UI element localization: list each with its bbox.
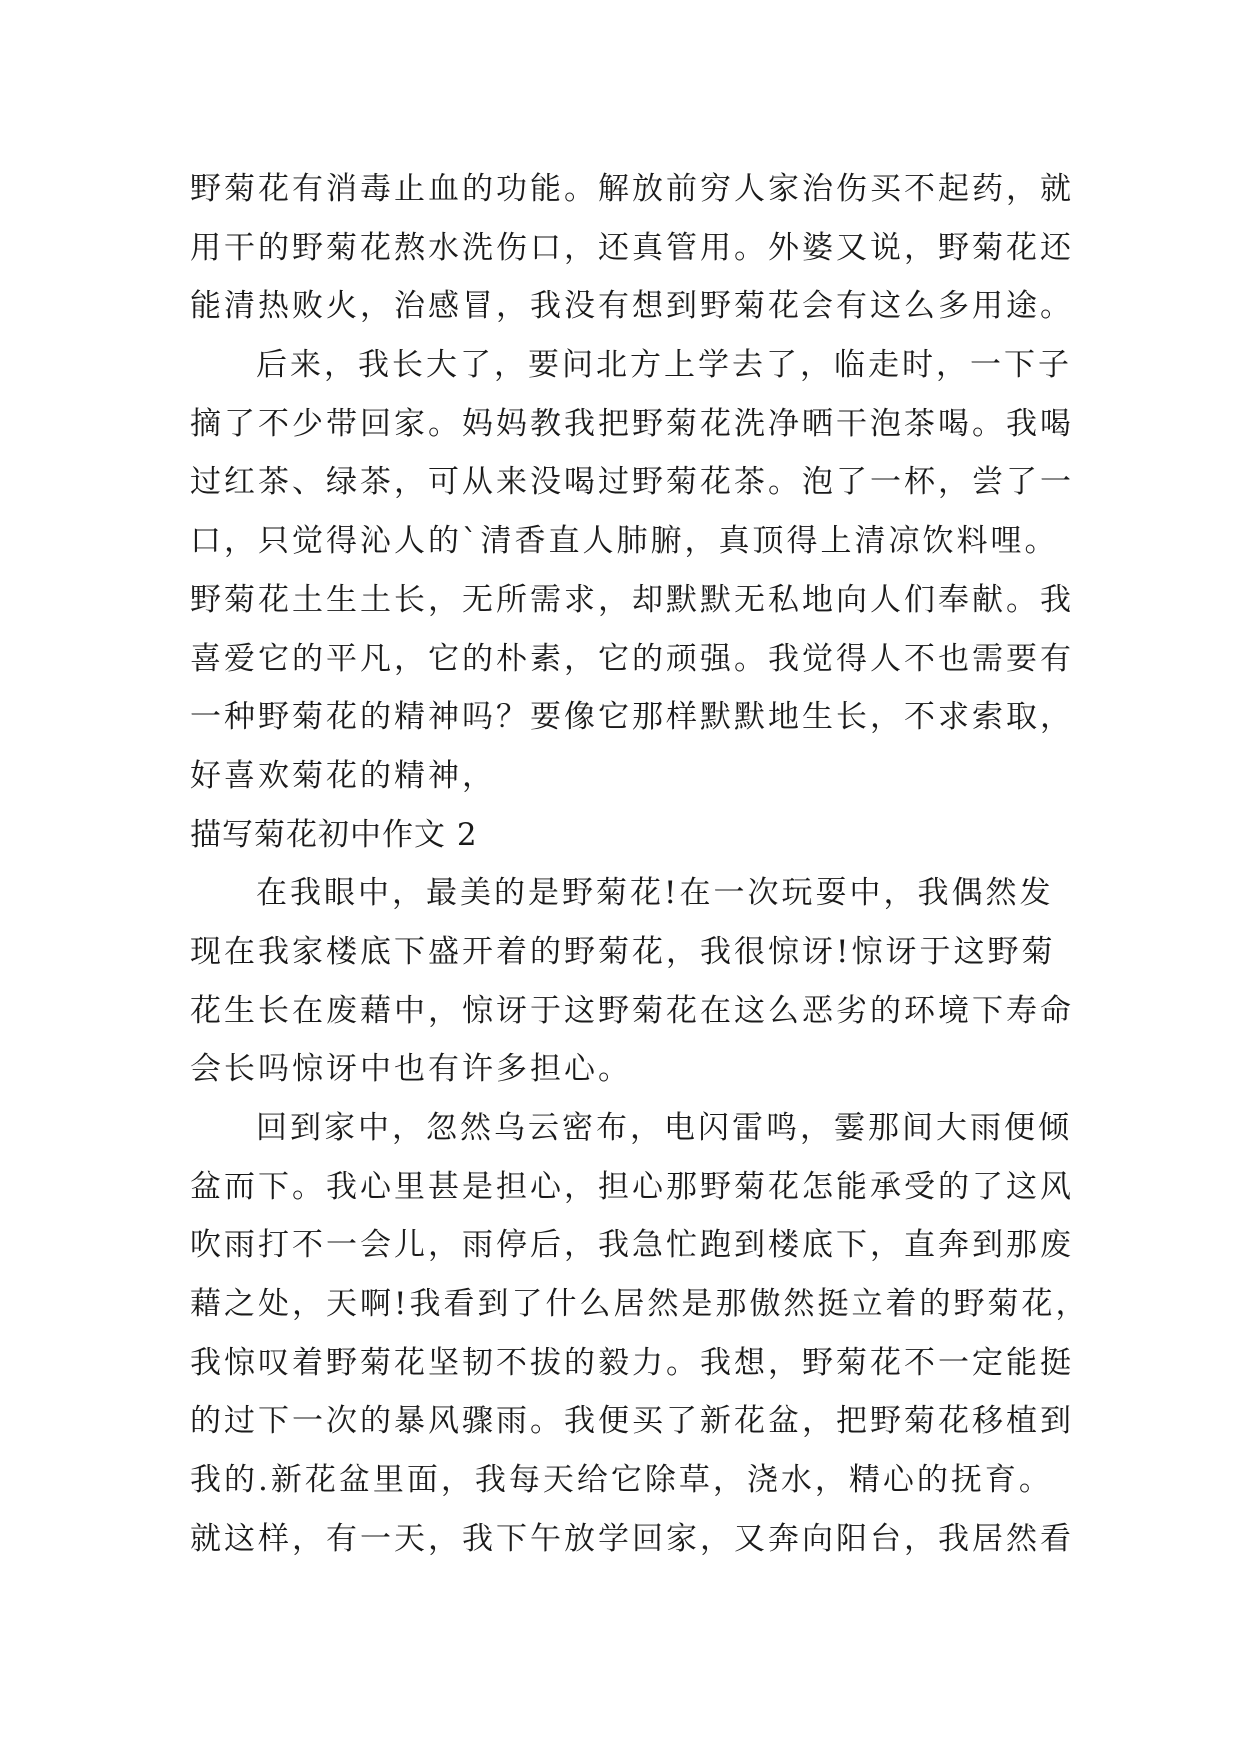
text-line: 就这样，有一天，我下午放学回家，又奔向阳台，我居然看 xyxy=(190,1520,1074,1557)
text-line: 回到家中，忽然乌云密布，电闪雷鸣，霎那间大雨便倾 xyxy=(256,1110,1072,1146)
text-line: 口，只觉得沁人的`清香直人肺腑，真顶得上清凉饮料哩。 xyxy=(190,523,1059,560)
text-line: 能清热败火，治感冒，我没有想到野菊花会有这么多用途。 xyxy=(190,288,1074,325)
text-line: 我惊叹着野菊花坚韧不拔的毅力。我想，野菊花不一定能挺 xyxy=(190,1344,1074,1381)
text-line: 好喜欢菊花的精神， xyxy=(190,757,496,794)
text-line: 野菊花土生土长，无所需求，却默默无私地向人们奉献。我 xyxy=(190,581,1074,618)
text-line: 会长吗惊讶中也有许多担心。 xyxy=(190,1051,632,1088)
text-line: 喜爱它的平凡，它的朴素，它的顽强。我觉得人不也需要有 xyxy=(190,640,1074,677)
text-line: 的过下一次的暴风骤雨。我便买了新花盆，把野菊花移植到 xyxy=(190,1403,1074,1440)
text-line: 花生长在废藉中，惊讶于这野菊花在这么恶劣的环境下寿命 xyxy=(190,992,1074,1029)
text-line: 过红茶、绿茶，可从来没喝过野菊花茶。泡了一杯，尝了一 xyxy=(190,464,1074,501)
text-line: 后来，我长大了，要问北方上学去了，临走时，一下子 xyxy=(256,347,1072,384)
section-heading: 描写菊花初中作文 2 xyxy=(190,816,478,853)
text-line: 野菊花有消毒止血的功能。解放前穷人家治伤买不起药，就 xyxy=(190,171,1074,207)
text-line: 在我眼中，最美的是野菊花!在一次玩耍中，我偶然发 xyxy=(256,875,1054,912)
text-line: 盆而下。我心里甚是担心，担心那野菊花怎能承受的了这风 xyxy=(190,1168,1074,1205)
text-line: 用干的野菊花熬水洗伤口，还真管用。外婆又说，野菊花还 xyxy=(190,229,1074,266)
text-line: 现在我家楼底下盛开着的野菊花，我很惊讶!惊讶于这野菊 xyxy=(190,933,1056,970)
document-body xyxy=(190,160,1090,1569)
text-line: 藉之处，天啊!我看到了什么居然是那傲然挺立着的野菊花， xyxy=(190,1286,1090,1323)
text-line: 一种野菊花的精神吗？要像它那样默默地生长，不求索取， xyxy=(190,699,1074,736)
text-line: 吹雨打不一会儿，雨停后，我急忙跑到楼底下，直奔到那废 xyxy=(190,1227,1074,1264)
text-line: 我的.新花盆里面，我每天给它除草，浇水，精心的抚育。 xyxy=(190,1462,1053,1499)
text-line: 摘了不少带回家。妈妈教我把野菊花洗净晒干泡茶喝。我喝 xyxy=(190,405,1074,442)
